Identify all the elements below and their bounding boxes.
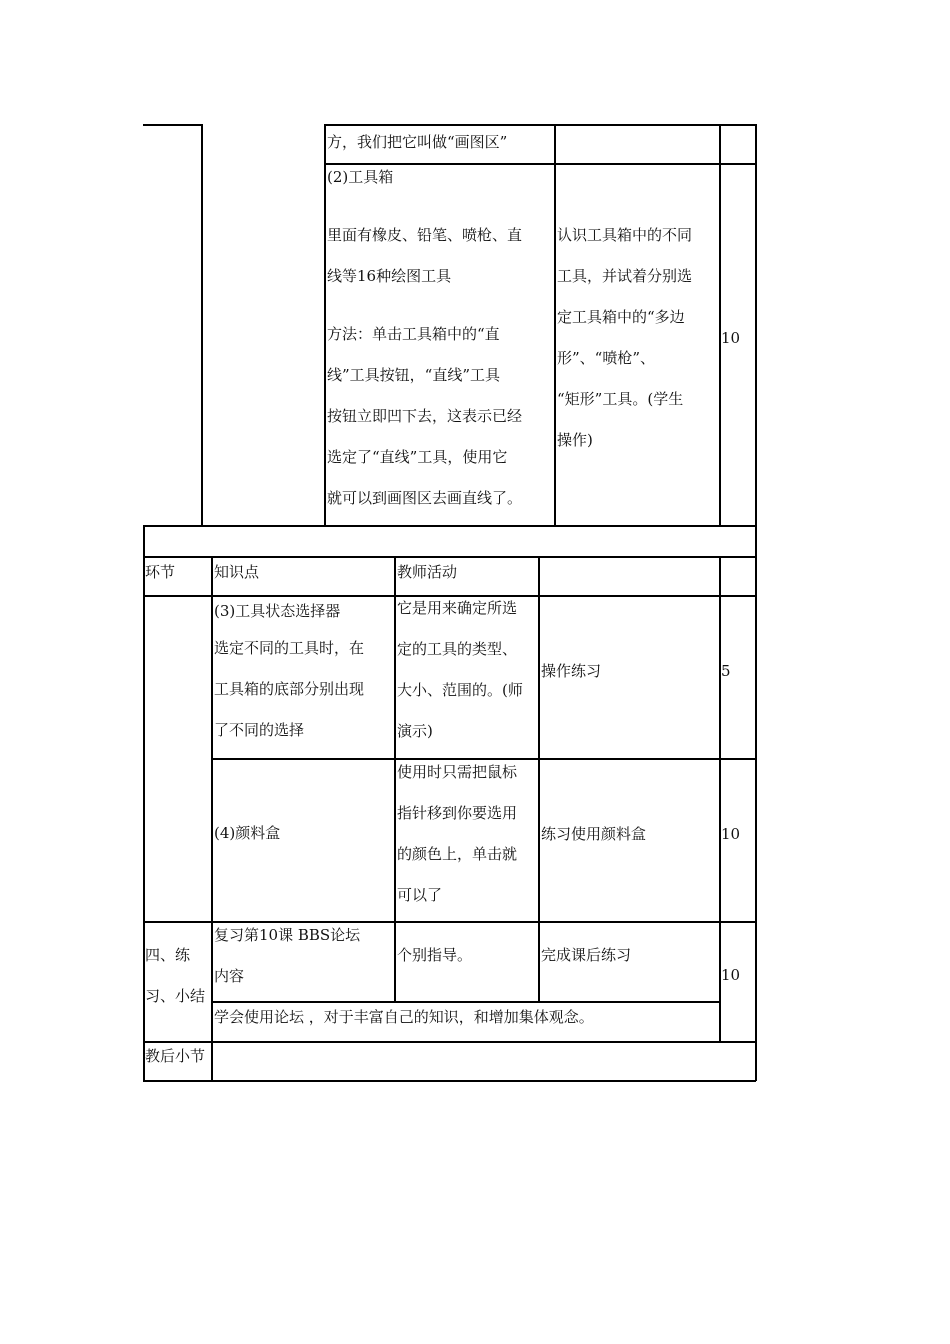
tool-state-knowledge-line: 了不同的选择 [214, 721, 305, 739]
review-knowledge-line: 复习第10课 BBS论坛 [214, 926, 361, 944]
tool-state-teacher-line: 演示) [397, 722, 433, 740]
review-student: 完成课后练习 [541, 946, 632, 964]
tool-state-student: 操作练习 [541, 662, 602, 680]
toolbox-text-line: 就可以到画图区去画直线了。 [327, 489, 523, 507]
review-stage-line: 四、练 [145, 946, 191, 964]
review-stage-line: 习、小结 [145, 987, 206, 1005]
review-time: 10 [721, 966, 741, 984]
toolbox-student-line: 操作) [557, 431, 593, 449]
header-teacher: 教师活动 [397, 563, 458, 581]
palette-time: 10 [721, 825, 741, 843]
toolbox-text-line: 方法：单击工具箱中的“直 [327, 325, 500, 343]
toolbox-student-line: 定工具箱中的“多边 [557, 308, 685, 326]
rule [324, 124, 326, 526]
palette-teacher-line: 可以了 [397, 886, 443, 904]
tool-state-knowledge-line: 工具箱的底部分别出现 [214, 680, 365, 698]
toolbox-text-line: 线等16种绘图工具 [327, 267, 452, 285]
review-teacher: 个别指导。 [397, 946, 473, 964]
rule [143, 525, 756, 527]
rule [143, 1080, 756, 1082]
rule [538, 556, 540, 1002]
rule [143, 124, 202, 126]
header-knowledge: 知识点 [214, 563, 260, 581]
rule [554, 124, 556, 526]
toolbox-text-line: 线”工具按钮，“直线”工具 [327, 366, 501, 384]
toolbox-student-line: 工具，并试着分别选 [557, 267, 693, 285]
tool-state-knowledge-line: 选定不同的工具时，在 [214, 639, 365, 657]
toolbox-student-line: “矩形”工具。(学生 [557, 390, 684, 408]
rule [211, 556, 213, 1081]
rule [201, 124, 203, 526]
toolbox-student-line: 认识工具箱中的不同 [557, 226, 693, 244]
rule [755, 124, 757, 526]
palette-knowledge: (4)颜料盒 [214, 824, 281, 842]
rule [143, 1041, 756, 1043]
toolbox-text-line: 里面有橡皮、铅笔、喷枪、直 [327, 226, 523, 244]
rule [394, 556, 396, 1002]
toolbox-text-line: 选定了“直线”工具，使用它 [327, 448, 508, 466]
review-knowledge-line: 内容 [214, 967, 245, 985]
reflection-stage: 教后小节 [145, 1047, 206, 1065]
tool-state-teacher-line: 它是用来确定所选 [397, 599, 518, 617]
palette-teacher-line: 的颜色上，单击就 [397, 845, 518, 863]
rule [755, 525, 757, 1081]
tool-state-teacher-line: 定的工具的类型、 [397, 640, 518, 658]
review-goal: 学会使用论坛 ，对于丰富自己的知识，和增加集体观念。 [214, 1008, 594, 1026]
toolbox-text-line: 按钮立即凹下去，这表示已经 [327, 407, 523, 425]
tool-state-teacher-line: 大小、范围的。(师 [397, 681, 523, 699]
drawing-area-text: 方，我们把它叫做“画图区” [327, 133, 508, 151]
tool-state-time: 5 [721, 662, 731, 680]
toolbox-time: 10 [721, 329, 741, 347]
palette-teacher-line: 使用时只需把鼠标 [397, 763, 518, 781]
toolbox-student-line: 形”、“喷枪”、 [557, 349, 656, 367]
tool-state-knowledge-line: (3)工具状态选择器 [214, 602, 341, 620]
palette-teacher-line: 指针移到你要选用 [397, 804, 518, 822]
palette-student: 练习使用颜料盒 [541, 825, 647, 843]
header-stage: 环节 [145, 563, 176, 581]
toolbox-text-line: (2)工具箱 [327, 168, 394, 186]
